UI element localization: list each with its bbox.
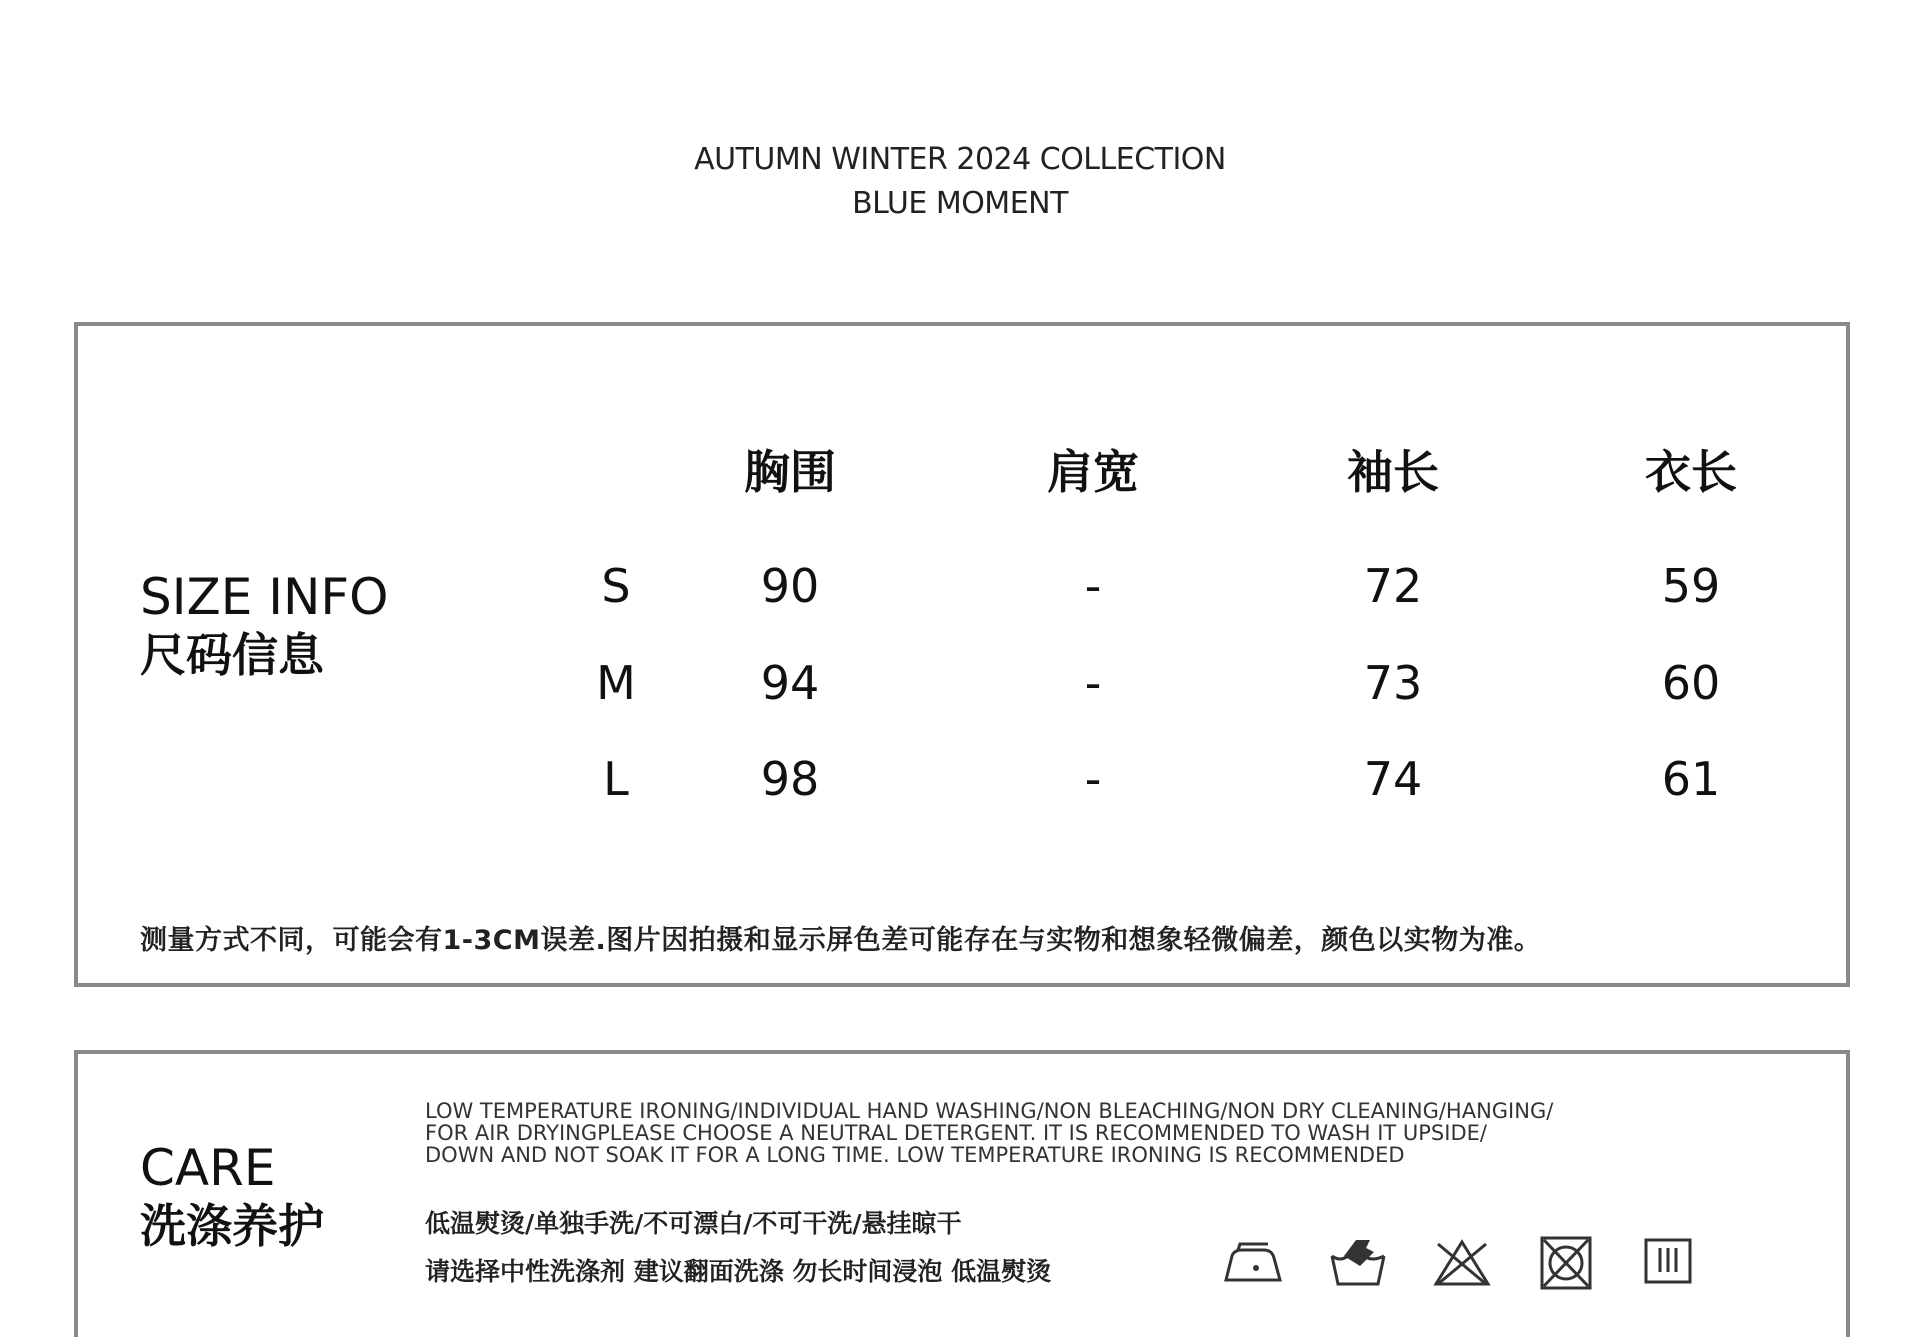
table-cell: - [1084,656,1102,710]
table-cell: - [1084,559,1102,613]
table-cell: - [1084,752,1102,806]
care-title-en: CARE [140,1139,276,1197]
table-cell: 94 [760,656,820,710]
table-cell: 60 [1661,656,1721,710]
column-header-shoulder: 肩宽 [1047,445,1139,499]
no-bleach-icon [1430,1234,1494,1292]
table-cell: 72 [1363,559,1423,613]
table-cell: 98 [760,752,820,806]
column-header-sleeve: 袖长 [1347,445,1439,499]
care-en-line: DOWN AND NOT SOAK IT FOR A LONG TIME. LOW TEMPERATURE IRONING IS RECOMMENDED [425,1143,1405,1167]
column-header-length: 衣长 [1645,445,1737,499]
iron-low-icon [1220,1234,1284,1292]
collection-title: AUTUMN WINTER 2024 COLLECTION [694,142,1226,177]
collection-header [0,138,1920,226]
care-title [140,1139,324,1255]
table-cell: 73 [1363,656,1423,710]
no-dry-clean-icon [1534,1234,1598,1292]
care-instructions-en [425,1100,1785,1166]
column-header-chest: 胸围 [744,445,836,499]
table-cell: 90 [760,559,820,613]
measurement-note: 测量方式不同，可能会有1-3CM误差.图片因拍摄和显示屏色差可能存在与实物和想象轻微偏差，颜色以实物为准。 [140,925,1542,956]
hand-wash-icon [1326,1234,1390,1292]
collection-subtitle: BLUE MOMENT [852,186,1068,221]
care-panel [74,1050,1850,1337]
care-recommendations-zh: 请选择中性洗涤剂 建议翻面洗涤 勿长时间浸泡 低温熨烫 [425,1257,1052,1286]
size-info-title-en: SIZE INFO [140,568,389,626]
table-cell: 61 [1661,752,1721,806]
care-instructions-zh: 低温熨烫/单独手洗/不可漂白/不可干洗/悬挂晾干 [425,1209,962,1238]
size-info-title [140,568,389,684]
size-info-panel [74,322,1850,987]
table-cell: 74 [1363,752,1423,806]
size-label-m: M [596,656,636,710]
care-title-zh: 洗涤养护 [140,1199,324,1253]
size-label-l: L [603,752,629,806]
size-info-title-zh: 尺码信息 [140,628,324,682]
care-en-line: LOW TEMPERATURE IRONING/INDIVIDUAL HAND WASHING/NON BLEACHING/NON DRY CLEANING/HANGING/ [425,1099,1554,1123]
table-cell: 59 [1661,559,1721,613]
size-label-s: S [601,559,631,613]
hang-dry-icon [1636,1234,1700,1292]
care-en-line: FOR AIR DRYINGPLEASE CHOOSE A NEUTRAL DETERGENT. IT IS RECOMMENDED TO WASH IT UPSIDE/ [425,1121,1487,1145]
